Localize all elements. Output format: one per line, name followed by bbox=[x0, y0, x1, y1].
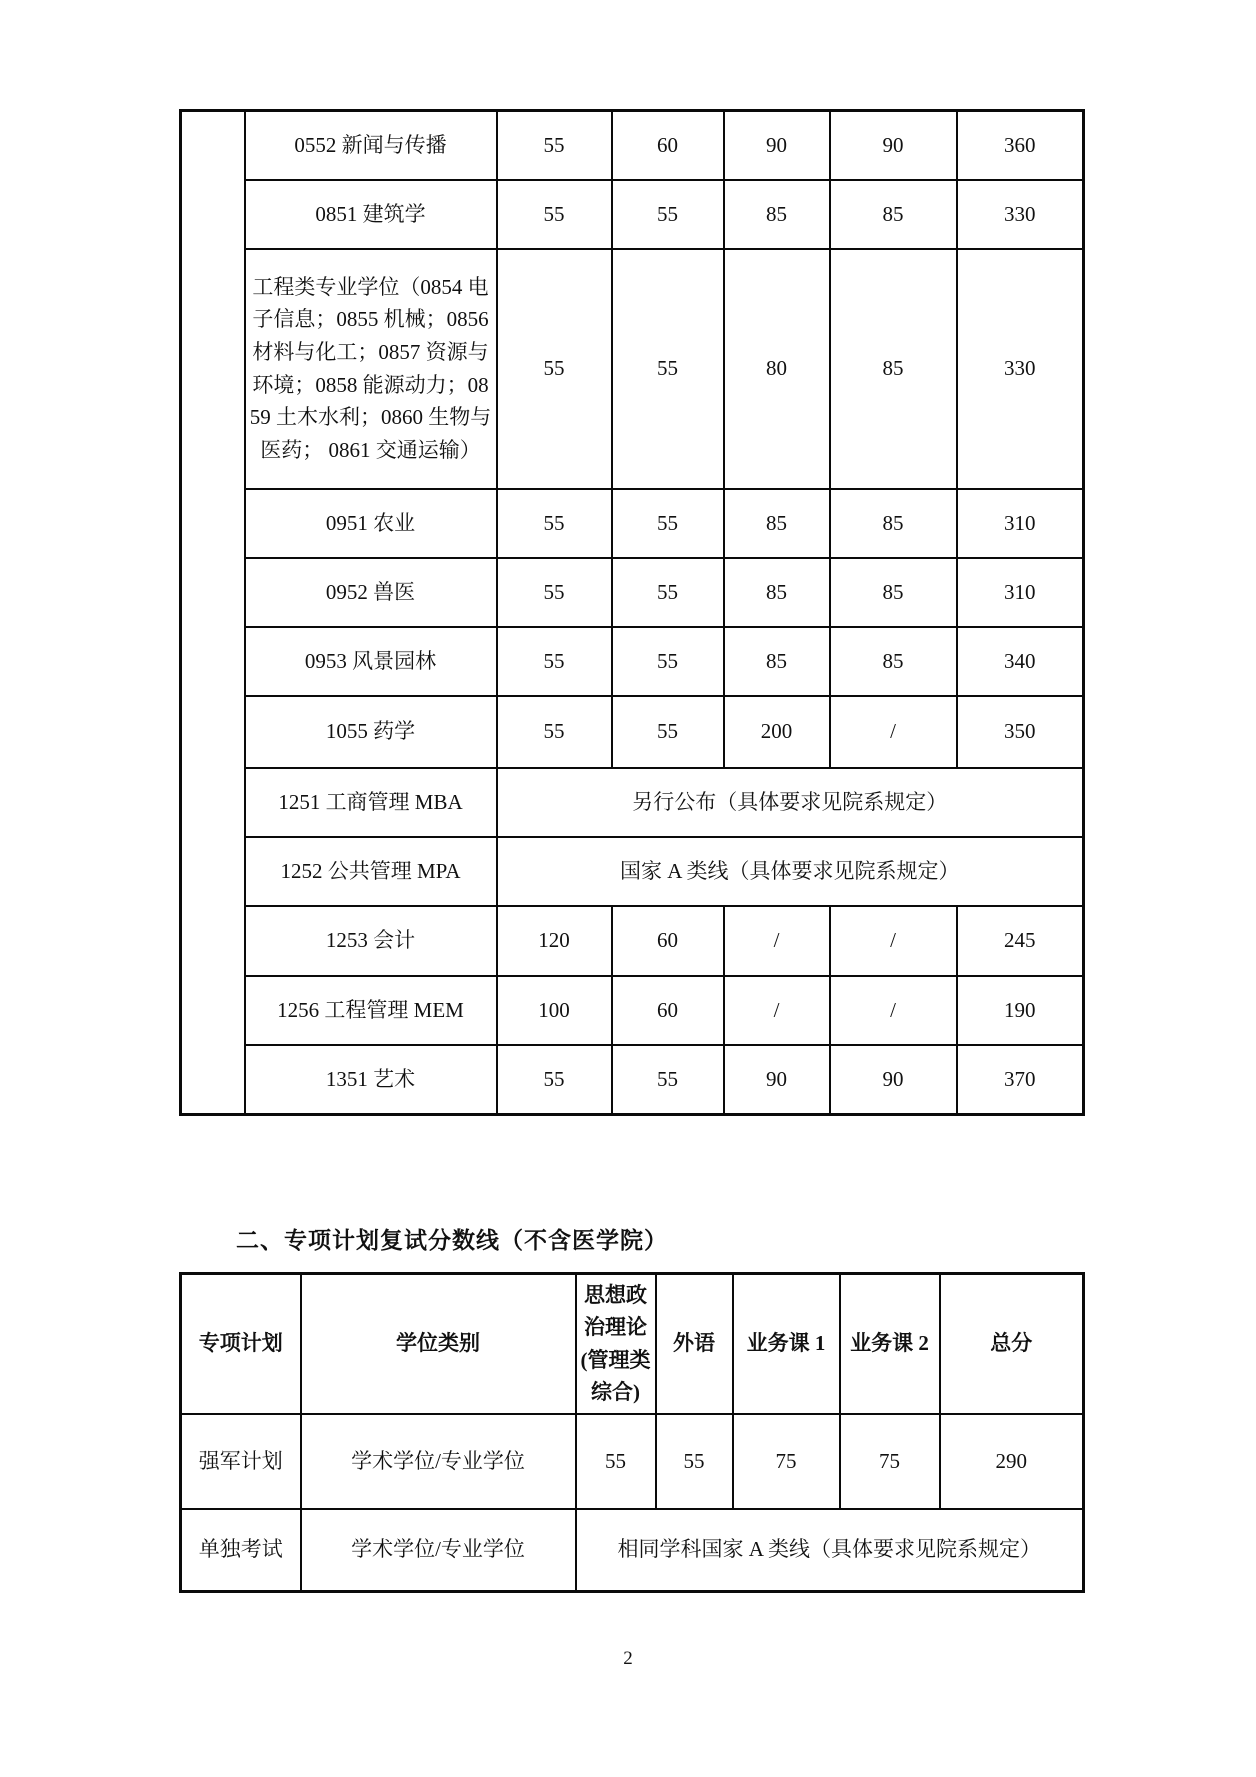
total-score-cell: 310 bbox=[957, 558, 1084, 627]
total-score-cell: 190 bbox=[957, 976, 1084, 1045]
page-number: 2 bbox=[623, 1648, 633, 1669]
table-row bbox=[181, 249, 1084, 489]
header-foreign-language: 外语 bbox=[656, 1274, 733, 1414]
header-degree-type: 学位类别 bbox=[301, 1274, 576, 1414]
score-cell: 60 bbox=[612, 976, 724, 1045]
score-cell: / bbox=[830, 976, 957, 1045]
score-cell: 55 bbox=[612, 696, 724, 768]
score-cell: / bbox=[830, 906, 957, 976]
header-plan: 专项计划 bbox=[181, 1274, 301, 1414]
score-cell: / bbox=[724, 906, 830, 976]
score-cell: 90 bbox=[830, 111, 957, 180]
total-score-cell: 360 bbox=[957, 111, 1084, 180]
score-cell: / bbox=[830, 696, 957, 768]
score-cell: 90 bbox=[830, 1045, 957, 1115]
table-row bbox=[181, 696, 1084, 768]
table-row bbox=[181, 1045, 1084, 1115]
major-label-cell: 工程类专业学位（0854 电子信息；0855 机械；0856 材料与化工；0857 资源与环境；0858 能源动力；0859 土木水利；0860 生物与医药； 0861 交通运输） bbox=[245, 249, 497, 489]
score-cell: 100 bbox=[497, 976, 612, 1045]
table-row bbox=[181, 837, 1084, 906]
score-cell: 55 bbox=[497, 249, 612, 489]
category-spacer-cell bbox=[181, 111, 245, 1115]
score-cell: 85 bbox=[724, 627, 830, 696]
score-cell: 90 bbox=[724, 1045, 830, 1115]
major-label-cell: 0552 新闻与传播 bbox=[245, 111, 497, 180]
score-line-table bbox=[179, 109, 1085, 1116]
score-cell: 75 bbox=[840, 1414, 940, 1509]
table-row bbox=[181, 627, 1084, 696]
table-row bbox=[181, 111, 1084, 180]
score-cell: 55 bbox=[497, 696, 612, 768]
total-score-cell: 330 bbox=[957, 180, 1084, 249]
total-score-cell: 350 bbox=[957, 696, 1084, 768]
score-cell: 85 bbox=[830, 558, 957, 627]
plan-cell: 强军计划 bbox=[181, 1414, 301, 1509]
score-cell: 55 bbox=[497, 558, 612, 627]
section-heading: 二、专项计划复试分数线（不含医学院） bbox=[236, 1228, 668, 1253]
major-label-cell: 0851 建筑学 bbox=[245, 180, 497, 249]
score-cell: 55 bbox=[497, 489, 612, 558]
merged-note-cell: 另行公布（具体要求见院系规定） bbox=[497, 768, 1084, 837]
score-cell: 55 bbox=[612, 489, 724, 558]
table-row bbox=[181, 768, 1084, 837]
total-score-cell: 330 bbox=[957, 249, 1084, 489]
table-row bbox=[181, 489, 1084, 558]
major-label-cell: 1256 工程管理 MEM bbox=[245, 976, 497, 1045]
special-plan-table bbox=[179, 1272, 1085, 1593]
header-total: 总分 bbox=[940, 1274, 1084, 1414]
major-label-cell: 1252 公共管理 MPA bbox=[245, 837, 497, 906]
table-row bbox=[181, 906, 1084, 976]
score-cell: 55 bbox=[612, 180, 724, 249]
table-row bbox=[181, 558, 1084, 627]
major-label-cell: 1253 会计 bbox=[245, 906, 497, 976]
plan-cell: 单独考试 bbox=[181, 1509, 301, 1592]
score-cell: 85 bbox=[830, 627, 957, 696]
score-cell: 55 bbox=[612, 249, 724, 489]
score-cell: 55 bbox=[612, 627, 724, 696]
major-label-cell: 0953 风景园林 bbox=[245, 627, 497, 696]
score-cell: 55 bbox=[612, 558, 724, 627]
score-cell: 80 bbox=[724, 249, 830, 489]
major-label-cell: 1055 药学 bbox=[245, 696, 497, 768]
score-cell: 85 bbox=[724, 489, 830, 558]
score-cell: 85 bbox=[830, 180, 957, 249]
header-subject2: 业务课 2 bbox=[840, 1274, 940, 1414]
score-cell: 85 bbox=[830, 489, 957, 558]
score-cell: 55 bbox=[497, 1045, 612, 1115]
score-cell: 55 bbox=[497, 111, 612, 180]
merged-note-cell: 相同学科国家 A 类线（具体要求见院系规定） bbox=[576, 1509, 1084, 1592]
total-score-cell: 370 bbox=[957, 1045, 1084, 1115]
score-cell: 90 bbox=[724, 111, 830, 180]
major-label-cell: 0952 兽医 bbox=[245, 558, 497, 627]
major-label-cell: 0951 农业 bbox=[245, 489, 497, 558]
score-cell: 55 bbox=[656, 1414, 733, 1509]
score-cell: 55 bbox=[497, 180, 612, 249]
score-cell: 200 bbox=[724, 696, 830, 768]
score-cell: 120 bbox=[497, 906, 612, 976]
score-cell: 85 bbox=[724, 558, 830, 627]
merged-note-cell: 国家 A 类线（具体要求见院系规定） bbox=[497, 837, 1084, 906]
score-cell: 75 bbox=[733, 1414, 840, 1509]
degree-cell: 学术学位/专业学位 bbox=[301, 1509, 576, 1592]
score-cell: 60 bbox=[612, 906, 724, 976]
degree-cell: 学术学位/专业学位 bbox=[301, 1414, 576, 1509]
total-score-cell: 290 bbox=[940, 1414, 1084, 1509]
header-subject1: 业务课 1 bbox=[733, 1274, 840, 1414]
score-cell: 55 bbox=[497, 627, 612, 696]
table-row bbox=[181, 180, 1084, 249]
score-cell: 60 bbox=[612, 111, 724, 180]
score-cell: 85 bbox=[724, 180, 830, 249]
major-label-cell: 1251 工商管理 MBA bbox=[245, 768, 497, 837]
total-score-cell: 310 bbox=[957, 489, 1084, 558]
score-cell: 55 bbox=[576, 1414, 656, 1509]
score-cell: 55 bbox=[612, 1045, 724, 1115]
table-row bbox=[181, 1509, 1084, 1592]
total-score-cell: 340 bbox=[957, 627, 1084, 696]
score-cell: 85 bbox=[830, 249, 957, 489]
table-row bbox=[181, 976, 1084, 1045]
major-label-cell: 1351 艺术 bbox=[245, 1045, 497, 1115]
table-header-row bbox=[181, 1274, 1084, 1414]
table-row bbox=[181, 1414, 1084, 1509]
score-cell: / bbox=[724, 976, 830, 1045]
header-politics: 思想政治理论(管理类综合) bbox=[576, 1274, 656, 1414]
total-score-cell: 245 bbox=[957, 906, 1084, 976]
